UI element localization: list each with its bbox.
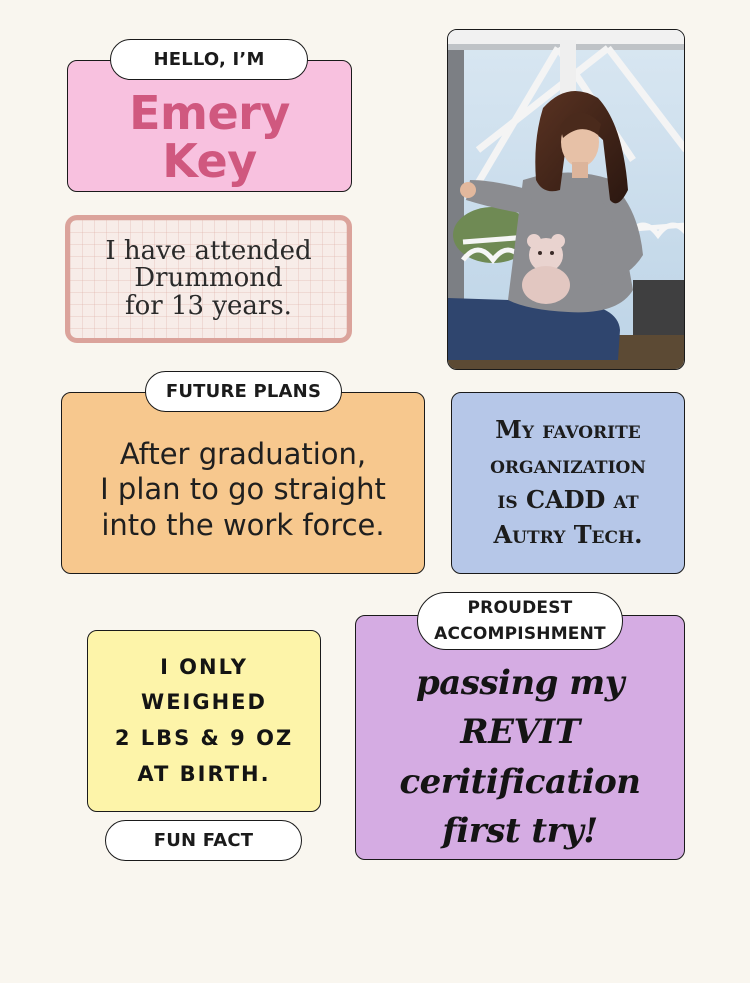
student-name: Emery Key xyxy=(129,85,290,188)
school-text: I have attended Drummond for 13 years. xyxy=(105,236,312,321)
portrait-photo xyxy=(447,29,685,370)
fun-fact-text: I ONLY WEIGHED 2 LBS & 9 OZ AT BIRTH. xyxy=(114,654,294,786)
favorite-organization-text: My favorite organization is CADD at Autry Tech. xyxy=(490,415,646,549)
hello-label: HELLO, I’M xyxy=(110,39,308,80)
proudest-accomplishment-label: PROUDEST ACCOMPISHMENT xyxy=(417,592,623,650)
proudest-accomplishment-text: passing my REVIT ceritification first try! xyxy=(399,662,641,851)
fun-fact-label: FUN FACT xyxy=(105,820,302,861)
future-plans-label: FUTURE PLANS xyxy=(145,371,342,412)
future-plans-text: After graduation, I plan to go straight into the work force. xyxy=(100,436,386,542)
